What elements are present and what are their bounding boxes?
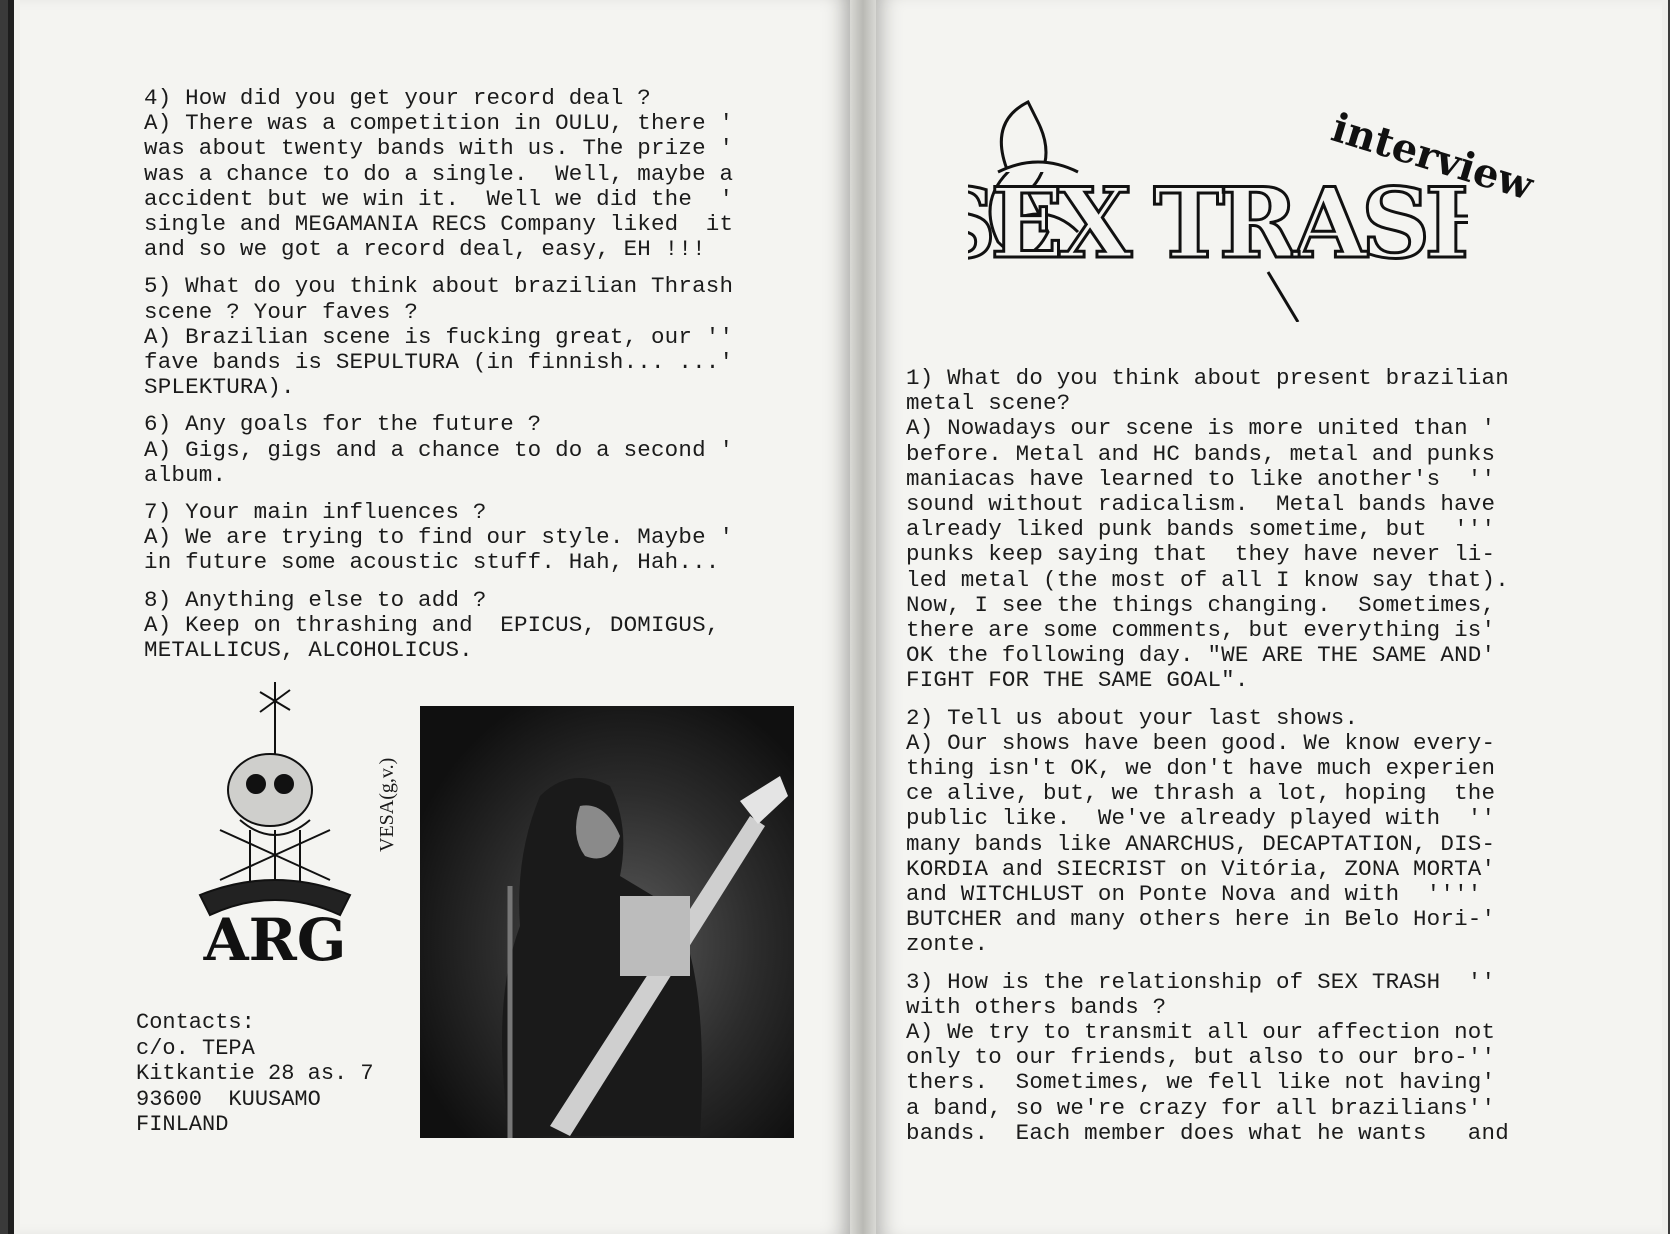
text-line: METALLICUS, ALCOHOLICUS. bbox=[144, 637, 473, 664]
qa-item bbox=[144, 500, 733, 576]
qa-item bbox=[144, 412, 733, 488]
text-line: thing isn't OK, we don't have much experien bbox=[906, 755, 1496, 782]
text-line: in future some acoustic stuff. Hah, Hah... bbox=[144, 549, 720, 576]
paragraph-gap bbox=[906, 694, 1509, 706]
photo-caption: VESA(g,v.) bbox=[376, 757, 398, 852]
text-line: before. Metal and HC bands, metal and punks bbox=[906, 440, 1496, 467]
contact-line: Contacts: bbox=[136, 1010, 255, 1035]
text-line: was a chance to do a single. Well, maybe a bbox=[144, 160, 734, 187]
arg-logo-text: ARG bbox=[203, 906, 347, 974]
interview-label: interview bbox=[1326, 104, 1539, 210]
contact-line: Kitkantie 28 as. 7 bbox=[136, 1061, 374, 1086]
text-line: A) Gigs, gigs and a chance to do a second ' bbox=[144, 436, 734, 463]
text-line: and so we got a record deal, easy, EH !!! bbox=[144, 236, 706, 263]
text-line: and WITCHLUST on Ponte Nova and with '''' bbox=[906, 881, 1482, 908]
text-line: single and MEGAMANIA RECS Company liked it bbox=[144, 211, 734, 238]
text-line: BUTCHER and many others here in Belo Hori-' bbox=[906, 906, 1496, 933]
text-line: KORDIA and SIECRIST on Vitória, ZONA MORTA' bbox=[906, 855, 1496, 882]
text-line: 4) How did you get your record deal ? bbox=[144, 85, 651, 111]
paragraph-gap bbox=[144, 576, 733, 588]
text-line: already liked punk bands sometime, but ''' bbox=[906, 516, 1496, 543]
text-line: with others bands ? bbox=[906, 993, 1167, 1020]
page-gutter bbox=[850, 0, 876, 1234]
text-line: many bands like ANARCHUS, DECAPTATION, DIS- bbox=[906, 830, 1496, 857]
text-line: led metal (the most of all I know say that). bbox=[906, 566, 1509, 593]
text-line: a band, so we're crazy for all brazilians'' bbox=[906, 1094, 1496, 1121]
sex-trash-logo bbox=[968, 82, 1468, 322]
text-line: sound without radicalism. Metal bands have bbox=[906, 491, 1496, 518]
text-line: 5) What do you think about brazilian Thrash bbox=[144, 273, 734, 300]
arg-logo bbox=[180, 680, 370, 980]
text-line: 2) Tell us about your last shows. bbox=[906, 704, 1359, 731]
sex-trash-logo-text: EX TRAS bbox=[990, 167, 1425, 280]
text-line: 6) Any goals for the future ? bbox=[144, 411, 542, 438]
text-line: A) We try to transmit all our affection not bbox=[906, 1019, 1496, 1046]
text-line: was about twenty bands with us. The prize ' bbox=[144, 135, 734, 162]
text-line: accident but we win it. Well we did the ' bbox=[144, 185, 734, 212]
text-line: ce alive, but, we thrash a lot, hoping the bbox=[906, 780, 1496, 807]
text-line: public like. We've already played with '' bbox=[906, 805, 1496, 832]
text-line: A) Our shows have been good. We know every- bbox=[906, 729, 1496, 756]
text-line: A) There was a competition in OULU, there ' bbox=[144, 110, 734, 137]
text-line: A) Brazilian scene is fucking great, our '' bbox=[144, 323, 734, 350]
qa-item bbox=[906, 970, 1509, 1146]
text-line: OK the following day. "WE ARE THE SAME AND' bbox=[906, 642, 1496, 669]
left-interview-text bbox=[144, 86, 733, 663]
guitarist-silhouette-icon bbox=[420, 706, 794, 1138]
contact-line: c/o. TEPA bbox=[136, 1035, 255, 1061]
text-line: only to our friends, but also to our bro-'' bbox=[906, 1044, 1496, 1071]
text-line: 3) How is the relationship of SEX TRASH '' bbox=[906, 968, 1496, 995]
text-line: punks keep saying that they have never li- bbox=[906, 541, 1496, 568]
text-line: 1) What do you think about present brazilian bbox=[906, 365, 1509, 391]
qa-item bbox=[906, 706, 1509, 958]
qa-item bbox=[906, 366, 1509, 694]
text-line: scene ? Your faves ? bbox=[144, 298, 419, 325]
text-line: metal scene? bbox=[906, 390, 1071, 417]
paragraph-gap bbox=[906, 958, 1509, 970]
qa-item bbox=[144, 274, 733, 400]
text-line: FIGHT FOR THE SAME GOAL". bbox=[906, 667, 1249, 694]
text-line: album. bbox=[144, 461, 227, 488]
contact-line: 93600 KUUSAMO bbox=[136, 1086, 321, 1112]
text-line: 7) Your main influences ? bbox=[144, 499, 487, 526]
text-line: SPLEKTURA). bbox=[144, 374, 295, 401]
band-member-photo bbox=[420, 706, 794, 1138]
text-line: thers. Sometimes, we fell like not having' bbox=[906, 1069, 1496, 1096]
text-line: A) We are trying to find our style. Maybe ' bbox=[144, 524, 734, 551]
text-line: there are some comments, but everything is' bbox=[906, 617, 1496, 644]
text-line: bands. Each member does what he wants and bbox=[906, 1119, 1509, 1146]
text-line: 8) Anything else to add ? bbox=[144, 586, 487, 613]
qa-item bbox=[144, 588, 733, 664]
right-interview-text bbox=[906, 366, 1509, 1146]
text-line: Now, I see the things changing. Sometimes, bbox=[906, 591, 1496, 618]
qa-item bbox=[144, 86, 733, 262]
text-line: zonte. bbox=[906, 931, 989, 958]
text-line: A) Keep on thrashing and EPICUS, DOMIGUS, bbox=[144, 611, 720, 638]
contact-line: FINLAND bbox=[136, 1112, 229, 1137]
contact-address bbox=[136, 1010, 374, 1138]
text-line: maniacas have learned to like another's '' bbox=[906, 465, 1496, 492]
text-line: fave bands is SEPULTURA (in finnish... ...' bbox=[144, 349, 734, 376]
text-line: A) Nowadays our scene is more united than ' bbox=[906, 415, 1496, 442]
skull-guitar-emblem-icon bbox=[180, 680, 370, 980]
sex-trash-logo-icon bbox=[968, 82, 1468, 322]
